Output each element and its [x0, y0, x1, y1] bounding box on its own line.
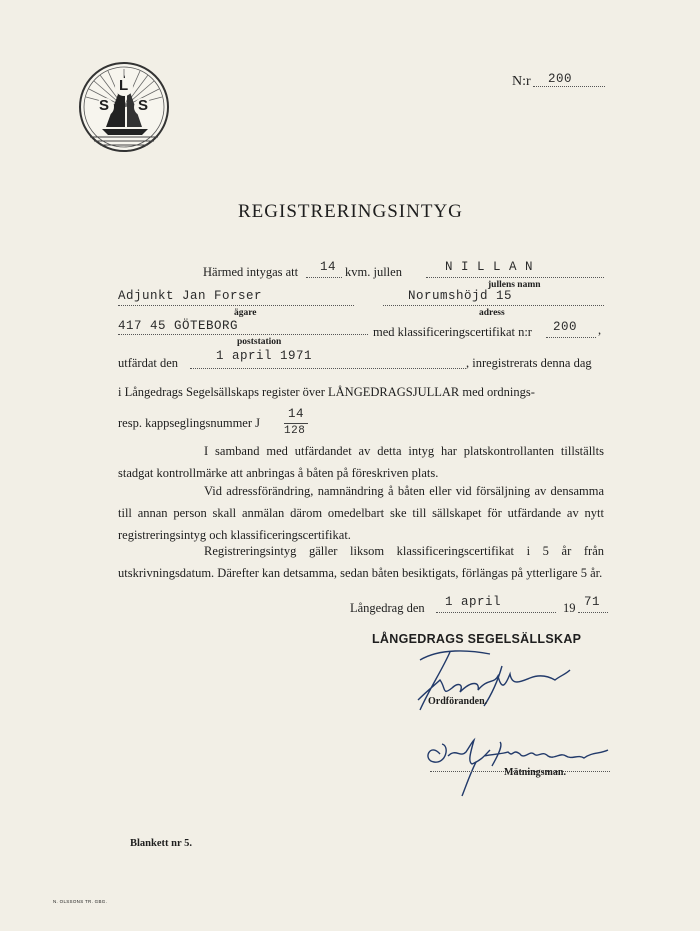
boat-name-value: N I L L A N: [445, 260, 534, 274]
logo-letter-s-left: S: [99, 97, 110, 114]
form-number: Blankett nr 5.: [130, 838, 192, 849]
row1-mid: kvm. jullen: [345, 265, 402, 279]
paragraph-validity: Registreringsintyg gäller liksom klassificeringscertifikat i 5 år från utskrivningsdatum. Därefter kan detsamma, sedan båten besiktigats, förlängas på ytterligare 5 år.: [118, 544, 604, 580]
row6-prefix: resp. kappseglingsnummer J: [118, 416, 260, 430]
owner-caption: ägare: [234, 308, 257, 318]
page-title: REGISTRERINGSINTYG: [238, 201, 463, 222]
race-no-bottom: 128: [284, 425, 306, 437]
paragraph-address-change: Vid adressförändring, namnändring å båten eller vid försäljning av densamma till annan person skall anmälan därom omedelbart ske till sällskapet för utfärdande av nytt registreringsintyg och klassificeringscertifikat.: [118, 484, 604, 542]
year-value: 71: [584, 595, 601, 609]
address-value: Norumshöjd 15: [408, 289, 513, 303]
place-date-prefix: Långedrag den: [350, 601, 425, 615]
sign-date-value: 1 april: [445, 595, 502, 609]
paragraph-control-mark: I samband med utfärdandet av detta intyg har platskontrollanten tillställts stadgat kontrollmärke att anbringas å båten på föreskriven plats.: [118, 444, 604, 480]
sail-no-value: 14: [320, 260, 337, 274]
number-value: 200: [548, 72, 573, 86]
cert-no-value: 200: [553, 320, 578, 334]
printer-mark: N. OLSSONS TR. GBG.: [53, 899, 108, 904]
club-name: LÅNGEDRAGS SEGELSÄLLSKAP: [372, 632, 582, 646]
race-no-top: 14: [288, 407, 305, 421]
postal-value: 417 45 GÖTEBORG: [118, 319, 239, 333]
logo-letter-l: L: [119, 77, 129, 94]
measurer-caption: Mätningsman.: [504, 767, 566, 778]
row4-suffix: , inregistrerats denna dag: [466, 356, 592, 370]
year-prefix: 19: [563, 601, 576, 615]
row3-end: ,: [598, 323, 602, 337]
row1-prefix: Härmed intygas att: [203, 265, 299, 279]
issue-date-value: 1 april 1971: [216, 349, 313, 363]
club-logo: [78, 61, 170, 153]
sailboat-logo-icon: [78, 61, 170, 153]
address-caption: adress: [479, 308, 505, 318]
owner-value: Adjunkt Jan Forser: [118, 289, 263, 303]
row3-mid: med klassificeringscertifikat n:r: [373, 325, 532, 339]
logo-letter-s-right: S: [138, 97, 149, 114]
register-text: i Långedrags Segelsällskaps register över LÅNGEDRAGSJULLAR med ordnings-: [118, 385, 535, 399]
postal-caption: poststation: [237, 337, 282, 347]
row4-prefix: utfärdat den: [118, 356, 179, 370]
chairman-caption: Ordföranden.: [428, 696, 488, 707]
number-label: N:r: [512, 74, 531, 89]
race-no-fraction-line: [284, 423, 308, 424]
chairman-signature-icon: [380, 640, 590, 720]
boat-name-caption: jullens namn: [488, 280, 541, 290]
